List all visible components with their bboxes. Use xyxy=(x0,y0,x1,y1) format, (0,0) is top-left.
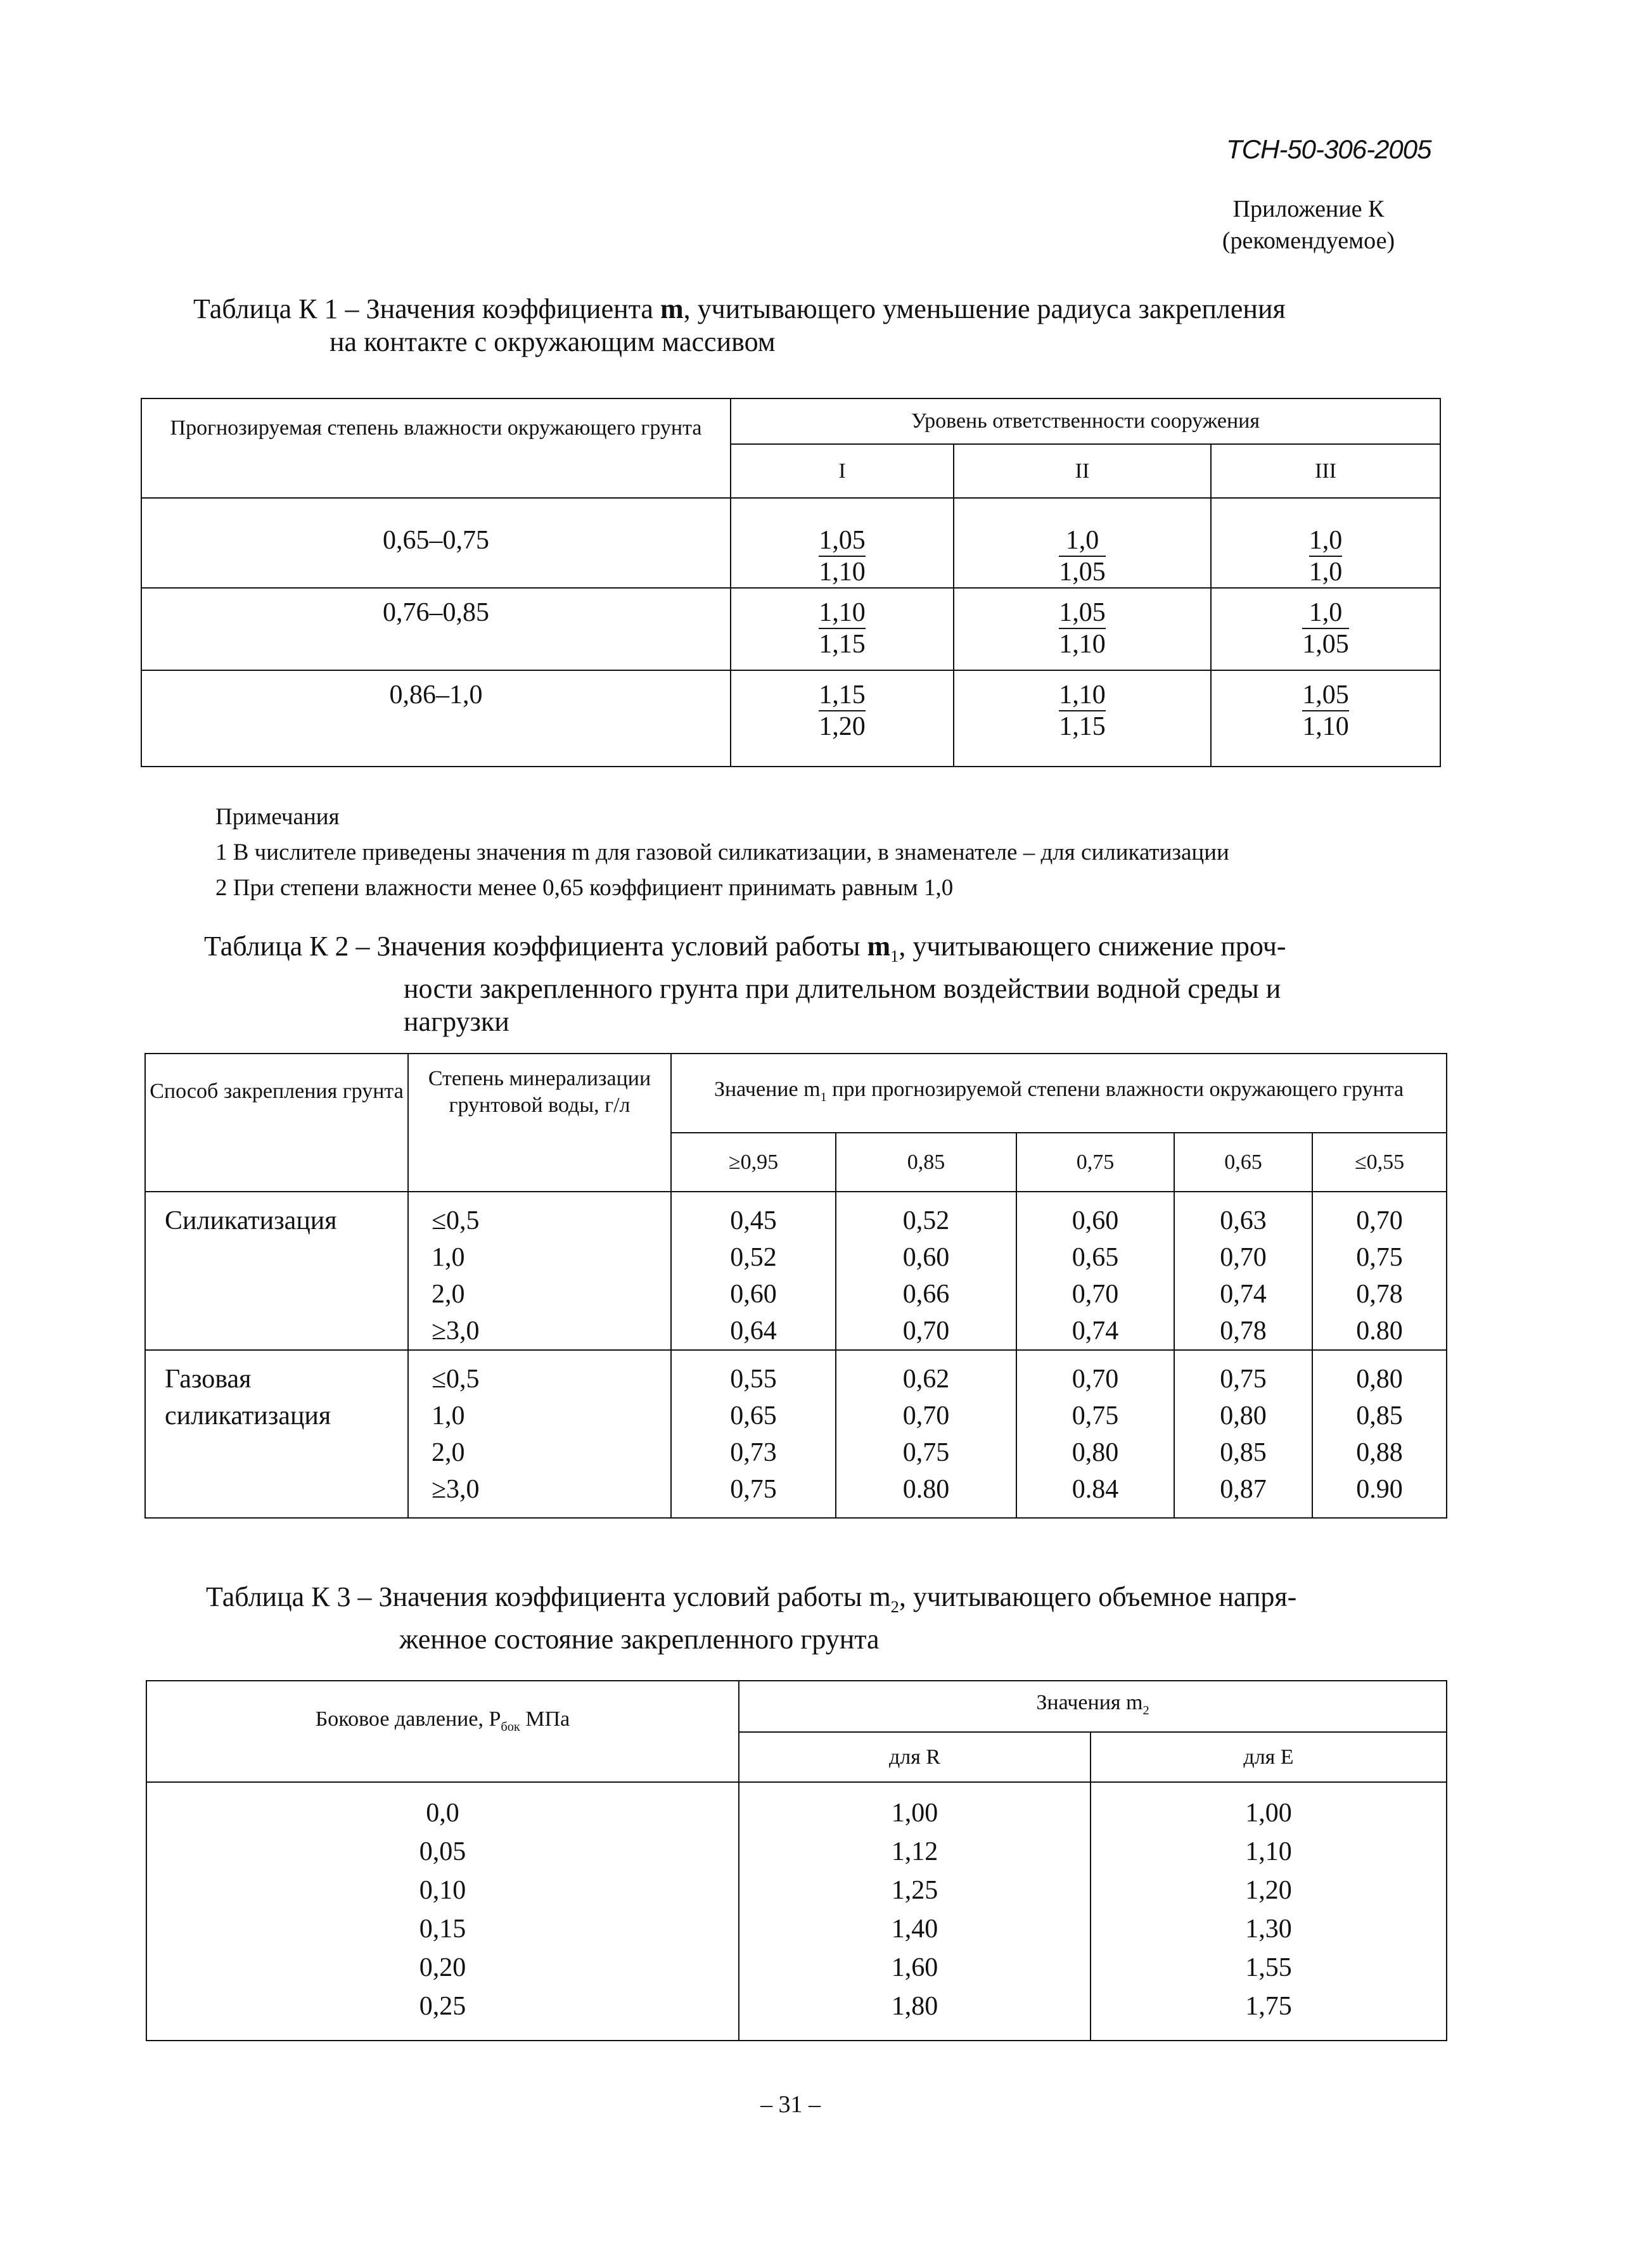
table-row-group xyxy=(145,1192,1447,1350)
humidity-cell: 0,65–0,75 xyxy=(141,498,731,588)
value: 0,55 xyxy=(730,1365,777,1394)
header-humidity-level: 0,75 xyxy=(1016,1133,1174,1192)
value: 0,70 xyxy=(902,1401,950,1430)
mineralization-value: ≤0,5 xyxy=(432,1365,480,1394)
header-level-2: II xyxy=(954,444,1211,498)
value-cell xyxy=(836,1350,1016,1518)
mineralization-value: ≤0,5 xyxy=(432,1206,480,1235)
numerator: 1,10 xyxy=(819,598,866,627)
value-cell xyxy=(731,670,954,767)
denominator: 1,15 xyxy=(819,628,866,659)
caption-symbol: m xyxy=(867,931,891,962)
value-cell xyxy=(1312,1350,1447,1518)
table-row-group xyxy=(145,1350,1447,1518)
denominator: 1,10 xyxy=(1302,710,1349,742)
e-value: 1,20 xyxy=(1245,1876,1292,1905)
header-humidity-level: 0,65 xyxy=(1174,1133,1312,1192)
value: 0,80 xyxy=(1072,1438,1119,1467)
value-cell xyxy=(1174,1192,1312,1350)
caption-text: , учитывающего объемное напря- xyxy=(899,1581,1297,1612)
header-for-r: для R xyxy=(739,1732,1091,1782)
fraction xyxy=(1302,597,1349,659)
value: 0,65 xyxy=(1072,1243,1119,1272)
header-text: Боковое давление, P xyxy=(315,1707,501,1731)
r-value: 1,80 xyxy=(891,1992,938,2021)
value: 0,45 xyxy=(730,1206,777,1235)
e-value: 1,55 xyxy=(1245,1953,1292,1982)
header-value-subscript: 1 xyxy=(820,1090,827,1104)
r-value: 1,00 xyxy=(891,1799,938,1828)
value: 0,66 xyxy=(902,1280,950,1309)
value: 0,80 xyxy=(1220,1401,1267,1430)
r-value: 1,12 xyxy=(891,1837,938,1866)
value: 0,78 xyxy=(1356,1280,1403,1309)
humidity-cell: 0,76–0,85 xyxy=(141,588,731,670)
for-r-cell xyxy=(739,1782,1091,2041)
value: 0,63 xyxy=(1220,1206,1267,1235)
mineralization-cell xyxy=(408,1350,671,1518)
header-mineralization: Степень минерализации грунтовой воды, г/л xyxy=(408,1054,671,1192)
value: 0,75 xyxy=(902,1438,950,1467)
appendix-status: (рекомендуемое) xyxy=(1222,227,1395,254)
value: 0.84 xyxy=(1072,1475,1119,1504)
humidity-cell: 0,86–1,0 xyxy=(141,670,731,767)
mineralization-value: ≥3,0 xyxy=(432,1316,480,1346)
value: 0.80 xyxy=(1356,1316,1403,1346)
value-cell xyxy=(671,1192,836,1350)
numerator: 1,0 xyxy=(1308,598,1343,627)
denominator: 1,10 xyxy=(1059,628,1106,659)
header-subscript: 2 xyxy=(1142,1703,1149,1717)
header-method: Способ закрепления грунта xyxy=(145,1054,408,1192)
fraction xyxy=(819,525,866,587)
caption-text-cont: ности закрепленного грунта при длительном воздействии водной среды и xyxy=(404,972,1281,1004)
caption-symbol: m xyxy=(660,293,684,324)
value: 0,75 xyxy=(730,1475,777,1504)
method-cell: Газовая силикатизация xyxy=(145,1350,408,1518)
value: 0,65 xyxy=(730,1401,777,1430)
value-cell xyxy=(954,588,1211,670)
denominator: 1,20 xyxy=(819,710,866,742)
table-k2 xyxy=(144,1053,1447,1519)
table-k1-caption xyxy=(193,293,1286,359)
value: 0,85 xyxy=(1356,1401,1403,1430)
numerator: 1,05 xyxy=(1059,598,1106,627)
value: 0,52 xyxy=(730,1243,777,1272)
header-level-3: III xyxy=(1211,444,1440,498)
caption-text: Таблица К 3 – Значения коэффициента условий работы m xyxy=(206,1581,891,1612)
numerator: 1,10 xyxy=(1059,680,1106,710)
table-k3-caption xyxy=(206,1581,1296,1656)
header-level-1: I xyxy=(731,444,954,498)
caption-subscript: 2 xyxy=(890,1596,899,1616)
value-cell xyxy=(954,670,1211,767)
value: 0,74 xyxy=(1072,1316,1119,1346)
e-value: 1,00 xyxy=(1245,1799,1292,1828)
value-cell xyxy=(731,498,954,588)
table-k2-caption xyxy=(204,930,1286,1038)
caption-text: Таблица К 1 – Значения коэффициента xyxy=(193,293,660,324)
header-humidity-level: ≥0,95 xyxy=(671,1133,836,1192)
numerator: 1,15 xyxy=(819,680,866,710)
numerator: 1,05 xyxy=(819,526,866,555)
pressure-value: 0,05 xyxy=(419,1837,466,1866)
header-text: МПа xyxy=(520,1707,570,1731)
value: 0,70 xyxy=(1072,1365,1119,1394)
header-text: Значения m xyxy=(1036,1690,1143,1714)
header-responsibility-level: Уровень ответственности сооружения xyxy=(731,398,1440,444)
header-humidity: Прогнозируемая степень влажности окружающего грунта xyxy=(141,398,731,498)
fraction xyxy=(1309,525,1343,587)
value: 0,52 xyxy=(902,1206,950,1235)
r-value: 1,60 xyxy=(891,1953,938,1982)
value: 0.80 xyxy=(902,1475,950,1504)
denominator: 1,05 xyxy=(1059,556,1106,587)
value: 0,60 xyxy=(1072,1206,1119,1235)
note-item: 1 В числителе приведены значения m для газовой силикатизации, в знаменателе – для силикатизации xyxy=(215,839,1229,865)
appendix-title: Приложение К xyxy=(1232,196,1385,222)
notes-title: Примечания xyxy=(215,804,340,830)
denominator: 1,15 xyxy=(1059,710,1106,742)
header-value xyxy=(671,1054,1447,1133)
fraction xyxy=(819,680,866,742)
numerator: 1,0 xyxy=(1065,526,1099,555)
pressure-value: 0,20 xyxy=(419,1953,466,1982)
value-cell xyxy=(671,1350,836,1518)
pressure-value: 0,0 xyxy=(426,1799,459,1828)
value: 0.90 xyxy=(1356,1475,1403,1504)
value-cell xyxy=(1211,498,1440,588)
value-cell xyxy=(1211,670,1440,767)
table-row xyxy=(141,498,1440,588)
method-cell: Силикатизация xyxy=(145,1192,408,1350)
pressure-value: 0,10 xyxy=(419,1876,466,1905)
header-for-e: для E xyxy=(1091,1732,1447,1782)
value: 0,87 xyxy=(1220,1475,1267,1504)
value: 0,75 xyxy=(1072,1401,1119,1430)
mineralization-value: 1,0 xyxy=(432,1401,465,1430)
mineralization-value: 2,0 xyxy=(432,1280,465,1309)
r-value: 1,40 xyxy=(891,1914,938,1944)
caption-text: , учитывающего уменьшение радиуса закрепления xyxy=(683,293,1286,324)
fraction xyxy=(1302,680,1349,742)
caption-text-cont: женное состояние закрепленного грунта xyxy=(399,1623,880,1655)
header-lateral-pressure xyxy=(146,1681,739,1782)
value: 0,62 xyxy=(902,1365,950,1394)
value: 0,75 xyxy=(1356,1243,1403,1272)
header-subscript: бок xyxy=(501,1719,520,1734)
table-row xyxy=(146,1782,1447,2041)
value-cell xyxy=(836,1192,1016,1350)
pressure-cell xyxy=(146,1782,739,2041)
mineralization-value: 1,0 xyxy=(432,1243,465,1272)
mineralization-cell xyxy=(408,1192,671,1350)
e-value: 1,75 xyxy=(1245,1992,1292,2021)
value-cell xyxy=(1174,1350,1312,1518)
fraction xyxy=(1059,597,1106,659)
value: 0,70 xyxy=(1072,1280,1119,1309)
value-cell xyxy=(1211,588,1440,670)
mineralization-value: 2,0 xyxy=(432,1438,465,1467)
value: 0,85 xyxy=(1220,1438,1267,1467)
note-item: 2 При степени влажности менее 0,65 коэффициент принимать равным 1,0 xyxy=(215,875,954,901)
caption-text: Таблица К 2 – Значения коэффициента условий работы xyxy=(204,931,867,962)
value: 0,88 xyxy=(1356,1438,1403,1467)
value: 0,70 xyxy=(1220,1243,1267,1272)
fraction xyxy=(1059,680,1106,742)
header-humidity-level: 0,85 xyxy=(836,1133,1016,1192)
value: 0,60 xyxy=(902,1243,950,1272)
for-e-cell xyxy=(1091,1782,1447,2041)
e-value: 1,10 xyxy=(1245,1837,1292,1866)
value-cell xyxy=(1016,1192,1174,1350)
pressure-value: 0,25 xyxy=(419,1992,466,2021)
header-humidity-level: ≤0,55 xyxy=(1312,1133,1447,1192)
numerator: 1,05 xyxy=(1302,680,1349,710)
numerator: 1,0 xyxy=(1308,526,1343,555)
appendix-label xyxy=(1194,193,1423,257)
e-value: 1,30 xyxy=(1245,1914,1292,1944)
denominator: 1,05 xyxy=(1302,628,1349,659)
value: 0,74 xyxy=(1220,1280,1267,1309)
denominator: 1,10 xyxy=(819,556,866,587)
r-value: 1,25 xyxy=(891,1876,938,1905)
header-value-text: при прогнозируемой степени влажности окружающего грунта xyxy=(826,1077,1404,1101)
fraction xyxy=(1059,525,1106,587)
table-k1 xyxy=(141,398,1441,767)
fraction xyxy=(819,597,866,659)
caption-text-cont: на контакте с окружающим массивом xyxy=(330,326,776,357)
value: 0,60 xyxy=(730,1280,777,1309)
value-cell xyxy=(954,498,1211,588)
value: 0,78 xyxy=(1220,1316,1267,1346)
caption-text: , учитывающего снижение проч- xyxy=(899,931,1286,962)
caption-subscript: 1 xyxy=(890,946,899,965)
mineralization-value: ≥3,0 xyxy=(432,1475,480,1504)
header-value-text: Значение m xyxy=(713,1077,821,1101)
value: 0,80 xyxy=(1356,1365,1403,1394)
value: 0,64 xyxy=(730,1316,777,1346)
header-m2-values xyxy=(739,1681,1447,1732)
value: 0,75 xyxy=(1220,1365,1267,1394)
value-cell xyxy=(731,588,954,670)
document-code: ТСН-50-306-2005 xyxy=(1226,134,1431,164)
value-cell xyxy=(1312,1192,1447,1350)
value: 0,70 xyxy=(1356,1206,1403,1235)
table-k3 xyxy=(146,1680,1447,2041)
value: 0,73 xyxy=(730,1438,777,1467)
pressure-value: 0,15 xyxy=(419,1914,466,1944)
denominator: 1,0 xyxy=(1309,556,1343,587)
value: 0,70 xyxy=(902,1316,950,1346)
table-row xyxy=(141,670,1440,767)
value-cell xyxy=(1016,1350,1174,1518)
table-row xyxy=(141,588,1440,670)
page-number: – 31 – xyxy=(760,2091,821,2118)
caption-text-cont: нагрузки xyxy=(404,1005,509,1037)
notes xyxy=(215,800,1229,906)
